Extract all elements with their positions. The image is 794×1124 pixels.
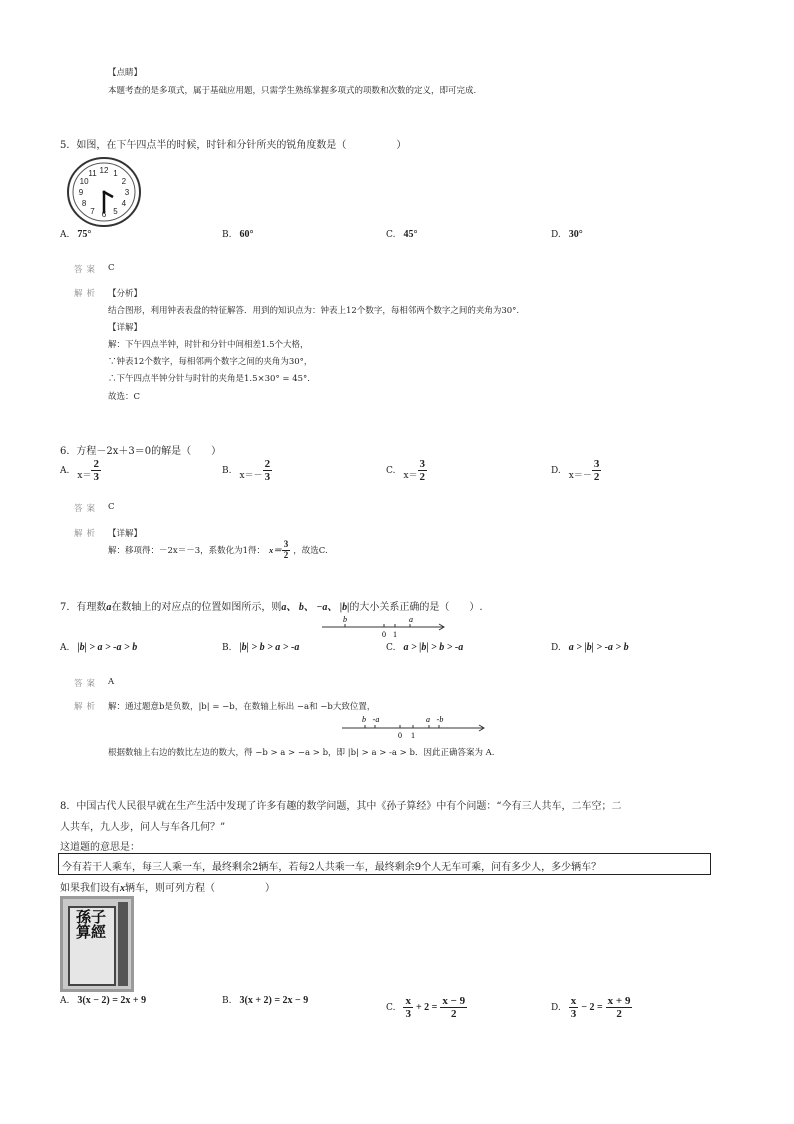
clock-number: 11 bbox=[88, 168, 97, 178]
q6-sol-suffix: ，故选C. bbox=[293, 546, 328, 557]
fraction: $\frac{x - 9}{2}$ bbox=[442, 995, 466, 1021]
q5-line1: 解：下午四点半钟，时针和分针中间相差1.5个大格， bbox=[108, 340, 309, 350]
option-prefix: x＝－ bbox=[568, 471, 592, 482]
option-text: 3(x − 2) = 2x + 9 bbox=[77, 995, 147, 1006]
option-d bbox=[551, 458, 601, 483]
dianjing-text: 本题考查的是多项式，属于基础应用题，只需学生熟练掌握多项式的项数和次数的定义，即可完成. bbox=[108, 86, 477, 96]
clock-number: 2 bbox=[121, 177, 127, 186]
q6-sol-frac: $\frac{3}{2}$ bbox=[283, 539, 289, 560]
fraction: $\frac{2}{3}$ bbox=[93, 458, 99, 484]
option-text: |b| > a > -a > b bbox=[77, 642, 138, 653]
option-text: 60° bbox=[239, 229, 254, 240]
q5-analysis-label: 解析 bbox=[74, 289, 100, 299]
option-operator: − 2 = bbox=[581, 1002, 603, 1014]
q8-stem4: 如果我们设有x辆车，则可列方程（ ） bbox=[60, 883, 275, 894]
option-b bbox=[222, 229, 253, 240]
q7-sol1: 解：通过题意b是负数，|b| = −b，在数轴上标出 −a和 −b大致位置， bbox=[108, 702, 376, 712]
option-a bbox=[60, 995, 146, 1006]
clock-number: 1 bbox=[113, 168, 118, 178]
option-letter: B. bbox=[222, 995, 232, 1006]
sol-axis-neg-a: -a bbox=[372, 715, 380, 724]
q6-answer: C bbox=[108, 502, 115, 512]
option-letter: B. bbox=[222, 465, 232, 476]
clock-number: 9 bbox=[78, 188, 84, 197]
option-letter: C. bbox=[386, 1002, 396, 1013]
q7-sol2: 根据数轴上右边的数比左边的数大，得 −b > a > −a > b，即 |b| > a > -a > b．因此正确答案为 A. bbox=[108, 748, 495, 758]
clock-number: 10 bbox=[79, 177, 89, 186]
axis-label-b: b bbox=[343, 615, 347, 624]
clock-number: 6 bbox=[101, 210, 107, 219]
fraction: $\frac{3}{2}$ bbox=[419, 458, 426, 484]
q7-solution-number-line bbox=[340, 712, 488, 740]
q8-stem1: 8．中国古代人民很早就在生产生活中发现了许多有趣的数学问题，其中《孙子算经》中有个问题：“今有三人共车，二车空；二 bbox=[60, 801, 622, 812]
book-title: 孫子算經 bbox=[76, 908, 107, 941]
option-a bbox=[60, 229, 91, 240]
option-text: 30° bbox=[568, 229, 583, 240]
fraction: $\frac{3}{2}$ bbox=[593, 458, 600, 484]
q6-solution bbox=[108, 540, 328, 561]
clock-number: 4 bbox=[121, 199, 127, 208]
option-operator: + 2 = bbox=[415, 1002, 438, 1014]
option-text: a > |b| > -a > b bbox=[568, 642, 629, 653]
q6-answer-label: 答案 bbox=[74, 504, 100, 514]
dianjing-label: 【点睛】 bbox=[108, 68, 143, 78]
option-letter: A. bbox=[60, 465, 70, 476]
clock-figure bbox=[66, 156, 142, 228]
fraction: $\frac{x + 9}{2}$ bbox=[607, 995, 631, 1021]
axis-label-a: a bbox=[409, 615, 413, 624]
option-b bbox=[222, 642, 299, 653]
sunzi-book-image bbox=[60, 896, 134, 992]
q5-line2: ∵钟表12个数字，每相邻两个数字之间的夹角为30°， bbox=[108, 357, 313, 367]
option-b bbox=[222, 995, 308, 1006]
q5-xiangjie-label: 【详解】 bbox=[108, 323, 143, 333]
q6-xiangjie-label: 【详解】 bbox=[108, 529, 143, 539]
q7-number-line bbox=[320, 612, 448, 638]
option-text: 3(x + 2) = 2x − 9 bbox=[239, 995, 309, 1006]
q5-fenxi-text: 结合图形，利用钟表表盘的特征解答．用到的知识点为：钟表上12个数字，每相邻两个数字之间的夹角为30°. bbox=[108, 306, 520, 316]
q7-answer: A bbox=[108, 677, 115, 687]
option-prefix: x＝ bbox=[403, 471, 418, 482]
option-prefix: x＝－ bbox=[239, 471, 263, 482]
option-letter: C. bbox=[386, 465, 396, 476]
option-text: 75° bbox=[77, 229, 92, 240]
option-a bbox=[60, 458, 101, 483]
q5-answer-label: 答案 bbox=[74, 265, 100, 275]
q8-box-text: 今有若干人乘车，每三人乘一车，最终剩余2辆车，若每2人共乘一车，最终剩余9个人无车可乘，问有多少人，多少辆车？ bbox=[62, 862, 602, 873]
option-letter: A. bbox=[60, 642, 70, 653]
q6-sol-var: x＝ bbox=[269, 545, 282, 556]
sol-axis-neg-b: -b bbox=[436, 715, 444, 724]
fraction: $\frac{x}{3}$ bbox=[570, 995, 577, 1021]
option-letter: A. bbox=[60, 229, 70, 240]
option-letter: B. bbox=[222, 642, 232, 653]
option-letter: D. bbox=[551, 642, 561, 653]
clock-number: 8 bbox=[81, 199, 87, 208]
q5-stem: 5．如图，在下午四点半的时候，时针和分针所夹的锐角度数是（ ） bbox=[60, 140, 407, 151]
axis-label-0: 0 bbox=[382, 630, 386, 638]
option-text: a > |b| > b > -a bbox=[403, 642, 464, 653]
q6-analysis-label: 解析 bbox=[74, 529, 100, 539]
option-b bbox=[222, 458, 272, 483]
q5-line4: 故选：C bbox=[108, 392, 141, 402]
option-prefix: x＝ bbox=[77, 471, 92, 482]
option-c bbox=[386, 458, 427, 483]
clock-number: 7 bbox=[90, 207, 95, 217]
axis-label-1: 1 bbox=[393, 630, 397, 638]
option-text: |b| > b > a > -a bbox=[239, 642, 300, 653]
option-letter: B. bbox=[222, 229, 232, 240]
q8-stem3: 这道题的意思是： bbox=[60, 842, 140, 853]
sol-axis-0: 0 bbox=[398, 731, 402, 740]
option-letter: D. bbox=[551, 465, 561, 476]
q8-meaning-box bbox=[58, 853, 711, 875]
q7-stem: 7．有理数a在数轴上的对应点的位置如图所示，则a、 b、 −a、 |b|的大小关系正确的是（ ）. bbox=[60, 602, 483, 613]
fraction: $\frac{x}{3}$ bbox=[405, 995, 411, 1021]
q7-analysis-label: 解析 bbox=[74, 702, 100, 712]
q7-answer-label: 答案 bbox=[74, 679, 100, 689]
q6-stem: 6．方程－2x＋3＝0的解是（ ） bbox=[60, 446, 222, 457]
sol-axis-1: 1 bbox=[411, 731, 415, 740]
q5-answer: C bbox=[108, 263, 115, 273]
q5-fenxi-label: 【分析】 bbox=[108, 289, 143, 299]
option-letter: A. bbox=[60, 995, 70, 1006]
option-a bbox=[60, 642, 137, 653]
q8-stem2: 人共车，九人步，问人与车各几何？” bbox=[60, 822, 226, 833]
option-letter: C. bbox=[386, 229, 396, 240]
option-c bbox=[386, 995, 467, 1020]
fraction: $\frac{2}{3}$ bbox=[264, 458, 271, 484]
option-d bbox=[551, 995, 632, 1020]
option-letter: D. bbox=[551, 1002, 561, 1013]
option-c bbox=[386, 229, 417, 240]
option-text: 45° bbox=[403, 229, 418, 240]
option-letter: D. bbox=[551, 229, 561, 240]
option-d bbox=[551, 642, 629, 653]
option-c bbox=[386, 642, 463, 653]
option-letter: C. bbox=[386, 642, 396, 653]
clock-number: 3 bbox=[124, 188, 130, 197]
option-d bbox=[551, 229, 583, 240]
clock-number: 12 bbox=[99, 166, 109, 175]
clock-number: 5 bbox=[113, 207, 118, 217]
q5-line3: ∴下午四点半钟分针与时针的夹角是1.5×30° = 45°. bbox=[108, 374, 311, 384]
sol-axis-a: a bbox=[426, 715, 430, 724]
q6-sol-prefix: 解：移项得：－2x＝－3，系数化为1得： bbox=[108, 546, 266, 557]
sol-axis-b: b bbox=[362, 715, 366, 724]
